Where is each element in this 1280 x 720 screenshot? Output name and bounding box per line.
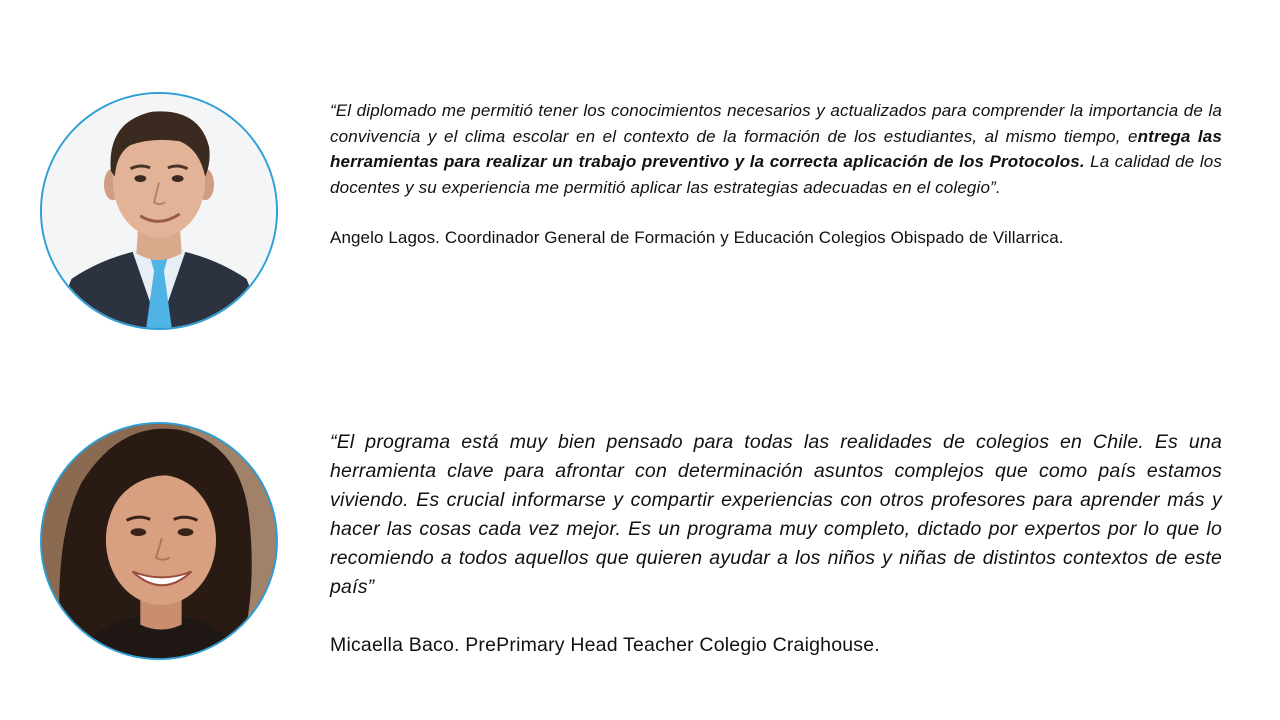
quote-1-bold: ntrega las herramientas para realizar un trabajo preventivo y la correcta aplicación de los Protocolos. xyxy=(330,126,1222,171)
testimonial-2-author: Micaella Baco. PrePrimary Head Teacher Colegio Craighouse. xyxy=(330,634,880,656)
quote-1-part-1: “El diplomado me permitió tener los conocimientos necesarios y actualizados para comprender la importancia de la convivencia y el clima escolar en el contexto de la formación de los estudiantes, al mismo tiempo, e xyxy=(330,101,1222,146)
testimonial-2-text xyxy=(330,428,1222,657)
man-portrait-icon xyxy=(42,94,276,328)
quote-1-part-2: La calidad de los docentes y su experiencia me permitió aplicar las estrategias adecuadas en el colegio”. xyxy=(330,152,1223,197)
testimonial-2-quote: “El programa está muy bien pensado para todas las realidades de colegios en Chile. Es una herramienta clave para afrontar con determinación asuntos complejos que como país estamos viviendo. Es crucial informarse y compartir experiencias con otros profesores para aprender más y hacer las cosas cada vez mejor. Es un programa muy completo, dictado por expertos por lo que lo recomiendo a todos aquellos que quieren ayudar a los niños y niñas de distintos contextos de este país” xyxy=(330,431,1222,598)
testimonial-1-text xyxy=(330,98,1222,248)
woman-portrait-icon xyxy=(42,424,276,658)
avatar-angelo-lagos xyxy=(40,92,278,330)
avatar-micaella-baco xyxy=(40,422,278,660)
testimonial-1-quote xyxy=(330,98,1222,200)
testimonial-1-author: Angelo Lagos. Coordinador General de Formación y Educación Colegios Obispado de Villarrica. xyxy=(330,228,1064,247)
